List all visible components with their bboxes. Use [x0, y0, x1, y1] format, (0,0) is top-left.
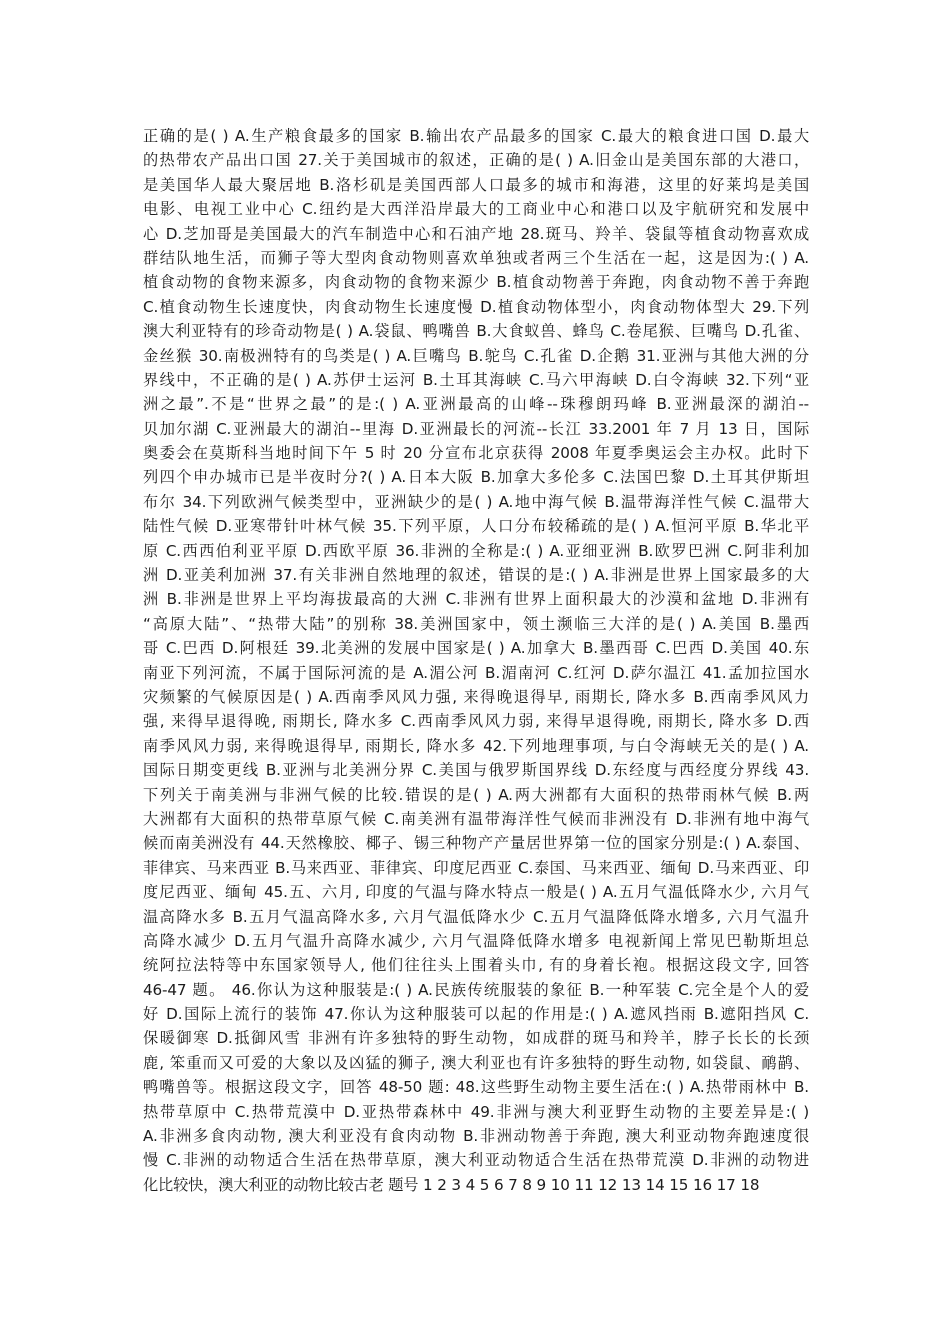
- text-line: 统阿拉法特等中东国家领导人, 他们往往头上围着头巾, 有的身着长袍。根据这段文字, 回答: [143, 956, 809, 975]
- text-line: 电影、电视工业中心 C.纽约是大西洋沿岸最大的工商业中心和港口以及宇航研究和发展中: [143, 200, 809, 219]
- text-line: 国际日期变更线 B.亚洲与北美洲分界 C.美国与俄罗斯国界线 D.东经度与西经度分界线 43.: [143, 761, 809, 780]
- text-line: 下列关于南美洲与非洲气候的比较.错误的是( ) A.两大洲都有大面积的热带雨林气候 B.两: [143, 785, 809, 804]
- text-line: 高降水减少 D.五月气温升高降水减少, 六月气温降低降水增多 电视新闻上常见巴勒斯坦总: [143, 931, 809, 950]
- text-line: 候而南美洲没有 44.天然橡胶、椰子、锡三种物产产量居世界第一位的国家分别是:( ) A.泰国、: [143, 834, 809, 853]
- text-line: 灾频繁的气候原因是( ) A.西南季风风力强, 来得晚退得早, 雨期长, 降水多 B.西南季风风力: [143, 687, 809, 706]
- text-line: 界线中，不正确的是( ) A.苏伊士运河 B.土耳其海峡 C.马六甲海峡 D.白令海峡 32.下列“亚: [143, 370, 809, 389]
- text-line: 温高降水多 B.五月气温高降水多, 六月气温低降水少 C.五月气温降低降水增多, 六月气温升: [143, 907, 809, 926]
- text-line: 化比较快，澳大利亚的动物比较古老 题号 1 2 3 4 5 6 7 8 9 10 11 12 13 14 15 16 17 18: [143, 1175, 760, 1194]
- text-line: 洲 B.非洲是世界上平均海拔最高的大洲 C.非洲有世界上面积最大的沙漠和盆地 D.非洲有: [143, 590, 809, 609]
- text-line: 慢 C.非洲的动物适合生活在热带草原，澳大利亚动物适合生活在热带荒漠 D.非洲的动物进: [143, 1151, 809, 1170]
- text-line: 菲律宾、马来西亚 B.马来西亚、菲律宾、印度尼西亚 C.泰国、马来西亚、缅甸 D.马来西亚、印: [143, 858, 809, 877]
- text-line: 洲 D.亚美利加洲 37.有关非洲自然地理的叙述，错误的是:( ) A.非洲是世界上国家最多的大: [143, 566, 809, 585]
- text-line: C.植食动物生长速度快，肉食动物生长速度慢 D.植食动物体型小，肉食动物体型大 29.下列: [143, 297, 809, 316]
- text-line: 贝加尔湖 C.亚洲最大的湖泊--里海 D.亚洲最长的河流--长江 33.2001 年 7 月 13 日，国际: [143, 419, 809, 438]
- text-line: 奥委会在莫斯科当地时间下午 5 时 20 分宣布北京获得 2008 年夏季奥运会主办权。此时下: [143, 444, 809, 463]
- text-line: 洲之最”.不是“世界之最”的是:( ) A.亚洲最高的山峰--珠穆朗玛峰 B.亚洲最深的湖泊--: [143, 395, 809, 414]
- text-line: 度尼西亚、缅甸 45.五、六月, 印度的气温与降水特点一般是( ) A.五月气温低降水少, 六月气: [143, 883, 809, 902]
- text-line: 金丝猴 30.南极洲特有的鸟类是( ) A.巨嘴鸟 B.鸵鸟 C.孔雀 D.企鹅 31.亚洲与其他大洲的分: [143, 346, 809, 365]
- text-line: “高原大陆”、“热带大陆”的别称 38.美洲国家中，领土濒临三大洋的是( ) A.美国 B.墨西: [143, 614, 809, 633]
- text-line: 强, 来得早退得晚, 雨期长, 降水多 C.西南季风风力弱, 来得早退得晚, 雨期长, 降水多 D.西: [143, 712, 809, 731]
- text-line: 是美国华人最大聚居地 B.洛杉矶是美国西部人口最多的城市和海港，这里的好莱坞是美国: [143, 175, 809, 194]
- text-line: 的热带农产品出口国 27.关于美国城市的叙述，正确的是( ) A.旧金山是美国东部的大港口，: [143, 151, 809, 170]
- text-line: 南亚下列河流，不属于国际河流的是 A.湄公河 B.湄南河 C.红河 D.萨尔温江 41.孟加拉国水: [143, 663, 809, 682]
- text-line: 群结队地生活，而狮子等大型肉食动物则喜欢单独或者两三个生活在一起，这是因为:( ) A.: [143, 248, 809, 267]
- text-line: 大洲都有大面积的热带草原气候 C.南美洲有温带海洋性气候而非洲没有 D.非洲有地中海气: [143, 809, 809, 828]
- text-line: 心 D.芝加哥是美国最大的汽车制造中心和石油产地 28.斑马、羚羊、袋鼠等植食动物喜欢成: [143, 224, 809, 243]
- text-line: 鹿, 笨重而又可爱的大象以及凶猛的狮子, 澳大利亚也有许多独特的野生动物, 如袋鼠、鸸鹋、: [143, 1053, 809, 1072]
- text-line: 陆性气候 D.亚寒带针叶林气候 35.下列平原，人口分布较稀疏的是( ) A.恒河平原 B.华北平: [143, 517, 809, 536]
- text-line: 鸭嘴兽等。根据这段文字，回答 48-50 题: 48.这些野生动物主要生活在:( ) A.热带雨林中 B.: [143, 1078, 809, 1097]
- text-line: 南季风风力弱, 来得晚退得早, 雨期长, 降水多 42.下列地理事项, 与白令海峡无关的是( ) A.: [143, 736, 809, 755]
- text-line: 布尔 34.下列欧洲气候类型中，亚洲缺少的是( ) A.地中海气候 B.温带海洋性气候 C.温带大: [143, 492, 809, 511]
- text-line: 46-47 题。 46.你认为这种服装是:( ) A.民族传统服装的象征 B.一种军装 C.完全是个人的爱: [143, 980, 809, 999]
- text-line: 澳大利亚特有的珍奇动物是( ) A.袋鼠、鸭嘴兽 B.大食蚁兽、蜂鸟 C.卷尾猴、巨嘴鸟 D.孔雀、: [143, 322, 809, 341]
- text-line: 原 C.西西伯利亚平原 D.西欧平原 36.非洲的全称是:( ) A.亚细亚洲 B.欧罗巴洲 C.阿非利加: [143, 541, 809, 560]
- text-line: 哥 C.巴西 D.阿根廷 39.北美洲的发展中国家是( ) A.加拿大 B.墨西哥 C.巴西 D.美国 40.东: [143, 639, 809, 658]
- text-line: 植食动物的食物来源多，肉食动物的食物来源少 B.植食动物善于奔跑，肉食动物不善于奔跑: [143, 273, 809, 292]
- text-line: A.非洲多食肉动物, 澳大利亚没有食肉动物 B.非洲动物善于奔跑, 澳大利亚动物奔跑速度很: [143, 1127, 809, 1146]
- document-page: [143, 124, 809, 1197]
- text-line: 列四个申办城市已是半夜时分?( ) A.日本大阪 B.加拿大多伦多 C.法国巴黎 D.土耳其伊斯坦: [143, 468, 809, 487]
- text-body: [143, 124, 809, 1197]
- text-line: 正确的是( ) A.生产粮食最多的国家 B.输出农产品最多的国家 C.最大的粮食进口国 D.最大: [143, 127, 809, 145]
- text-line: 保暖御寒 D.抵御风雪 非洲有许多独特的野生动物，如成群的斑马和羚羊，脖子长长的长颈: [143, 1029, 809, 1048]
- text-line: 好 D.国际上流行的装饰 47.你认为这种服装可以起的作用是:( ) A.遮风挡雨 B.遮阳挡风 C.: [143, 1005, 809, 1024]
- text-line: 热带草原中 C.热带荒漠中 D.亚热带森林中 49.非洲与澳大利亚野生动物的主要差异是:( ): [143, 1102, 809, 1121]
